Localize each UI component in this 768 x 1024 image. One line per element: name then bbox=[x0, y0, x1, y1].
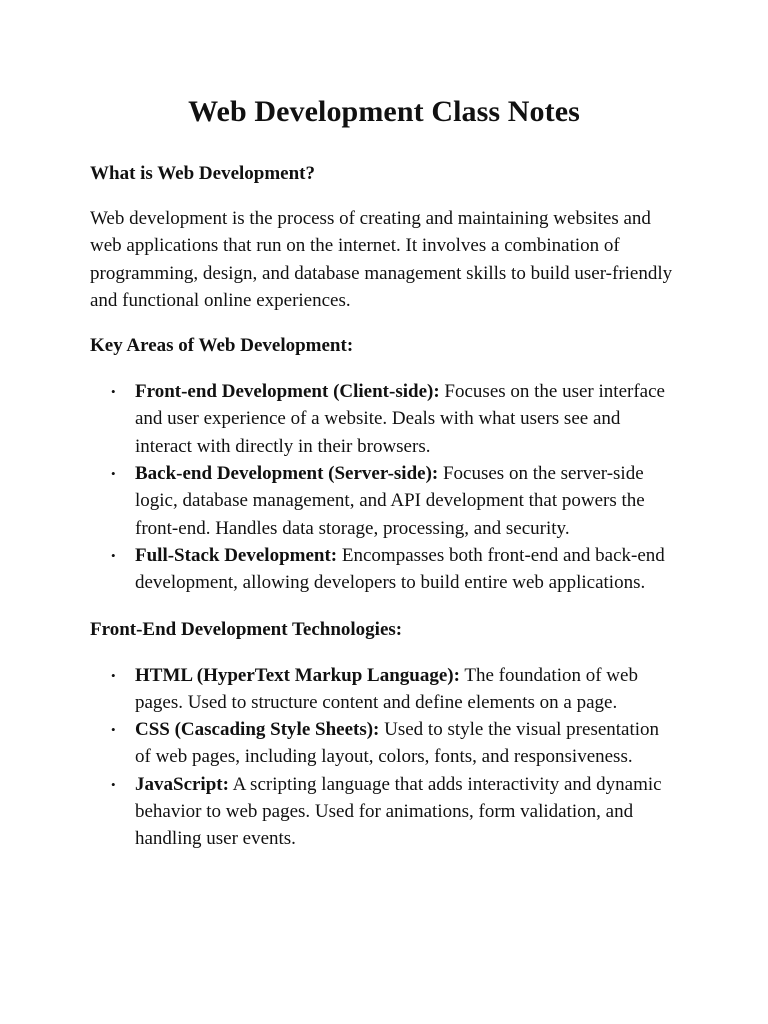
list-item-full-stack bbox=[111, 542, 678, 597]
list-item-css bbox=[111, 716, 678, 771]
list-item-title: Full-Stack Development: bbox=[135, 544, 338, 566]
paragraph-definition: Web development is the process of creating and maintaining websites and web applications that run on the internet. It involves a combination of programming, design, and database management skills to build user-friendly and functional online experiences. bbox=[90, 208, 673, 311]
list-item-title: CSS (Cascading Style Sheets): bbox=[135, 719, 380, 741]
list-item-text: Encompasses both front-end and back-end development, allowing developers to build entire web applications. bbox=[135, 544, 665, 594]
bullet-icon: • bbox=[111, 667, 116, 683]
section-heading-front-end-technologies: Front-End Development Technologies: bbox=[90, 618, 403, 640]
document-title: Web Development Class Notes bbox=[188, 95, 580, 128]
bullet-icon: • bbox=[111, 547, 116, 563]
list-item-title: HTML (HyperText Markup Language): bbox=[135, 664, 460, 686]
section-heading-what-is-web-development: What is Web Development? bbox=[90, 163, 316, 184]
list-item-title: Front-end Development (Client-side): bbox=[135, 381, 440, 403]
list-item-html bbox=[111, 662, 678, 717]
list-item-text: Focuses on the server-side logic, database management, and API development that powers the front-end. Handles data storage, processing, and security. bbox=[135, 463, 645, 539]
list-item-text: Used to style the visual presentation of web pages, including layout, colors, fonts, and responsiveness. bbox=[135, 719, 660, 768]
bullet-icon: • bbox=[111, 384, 116, 400]
list-item-title: Back-end Development (Server-side): bbox=[135, 463, 439, 485]
list-item-text: Focuses on the user interface and user experience of a website. Deals with what users see and interact with directly in their browsers. bbox=[135, 381, 665, 457]
bullet-icon: • bbox=[111, 776, 116, 792]
list-item-front-end bbox=[111, 378, 678, 460]
list-item-text: A scripting language that adds interactivity and dynamic behavior to web pages. Used for animations, form validation, and handling user events. bbox=[135, 773, 662, 850]
bullet-icon: • bbox=[111, 466, 116, 482]
key-areas-list bbox=[90, 378, 678, 596]
list-item-title: JavaScript: bbox=[135, 773, 229, 795]
bullet-icon: • bbox=[111, 722, 116, 738]
list-item-text: The foundation of web pages. Used to structure content and define elements on a page. bbox=[135, 664, 638, 713]
section-heading-key-areas: Key Areas of Web Development: bbox=[90, 335, 354, 357]
list-item-javascript bbox=[111, 771, 678, 853]
front-end-technologies-list bbox=[90, 662, 678, 853]
list-item-back-end bbox=[111, 460, 678, 542]
